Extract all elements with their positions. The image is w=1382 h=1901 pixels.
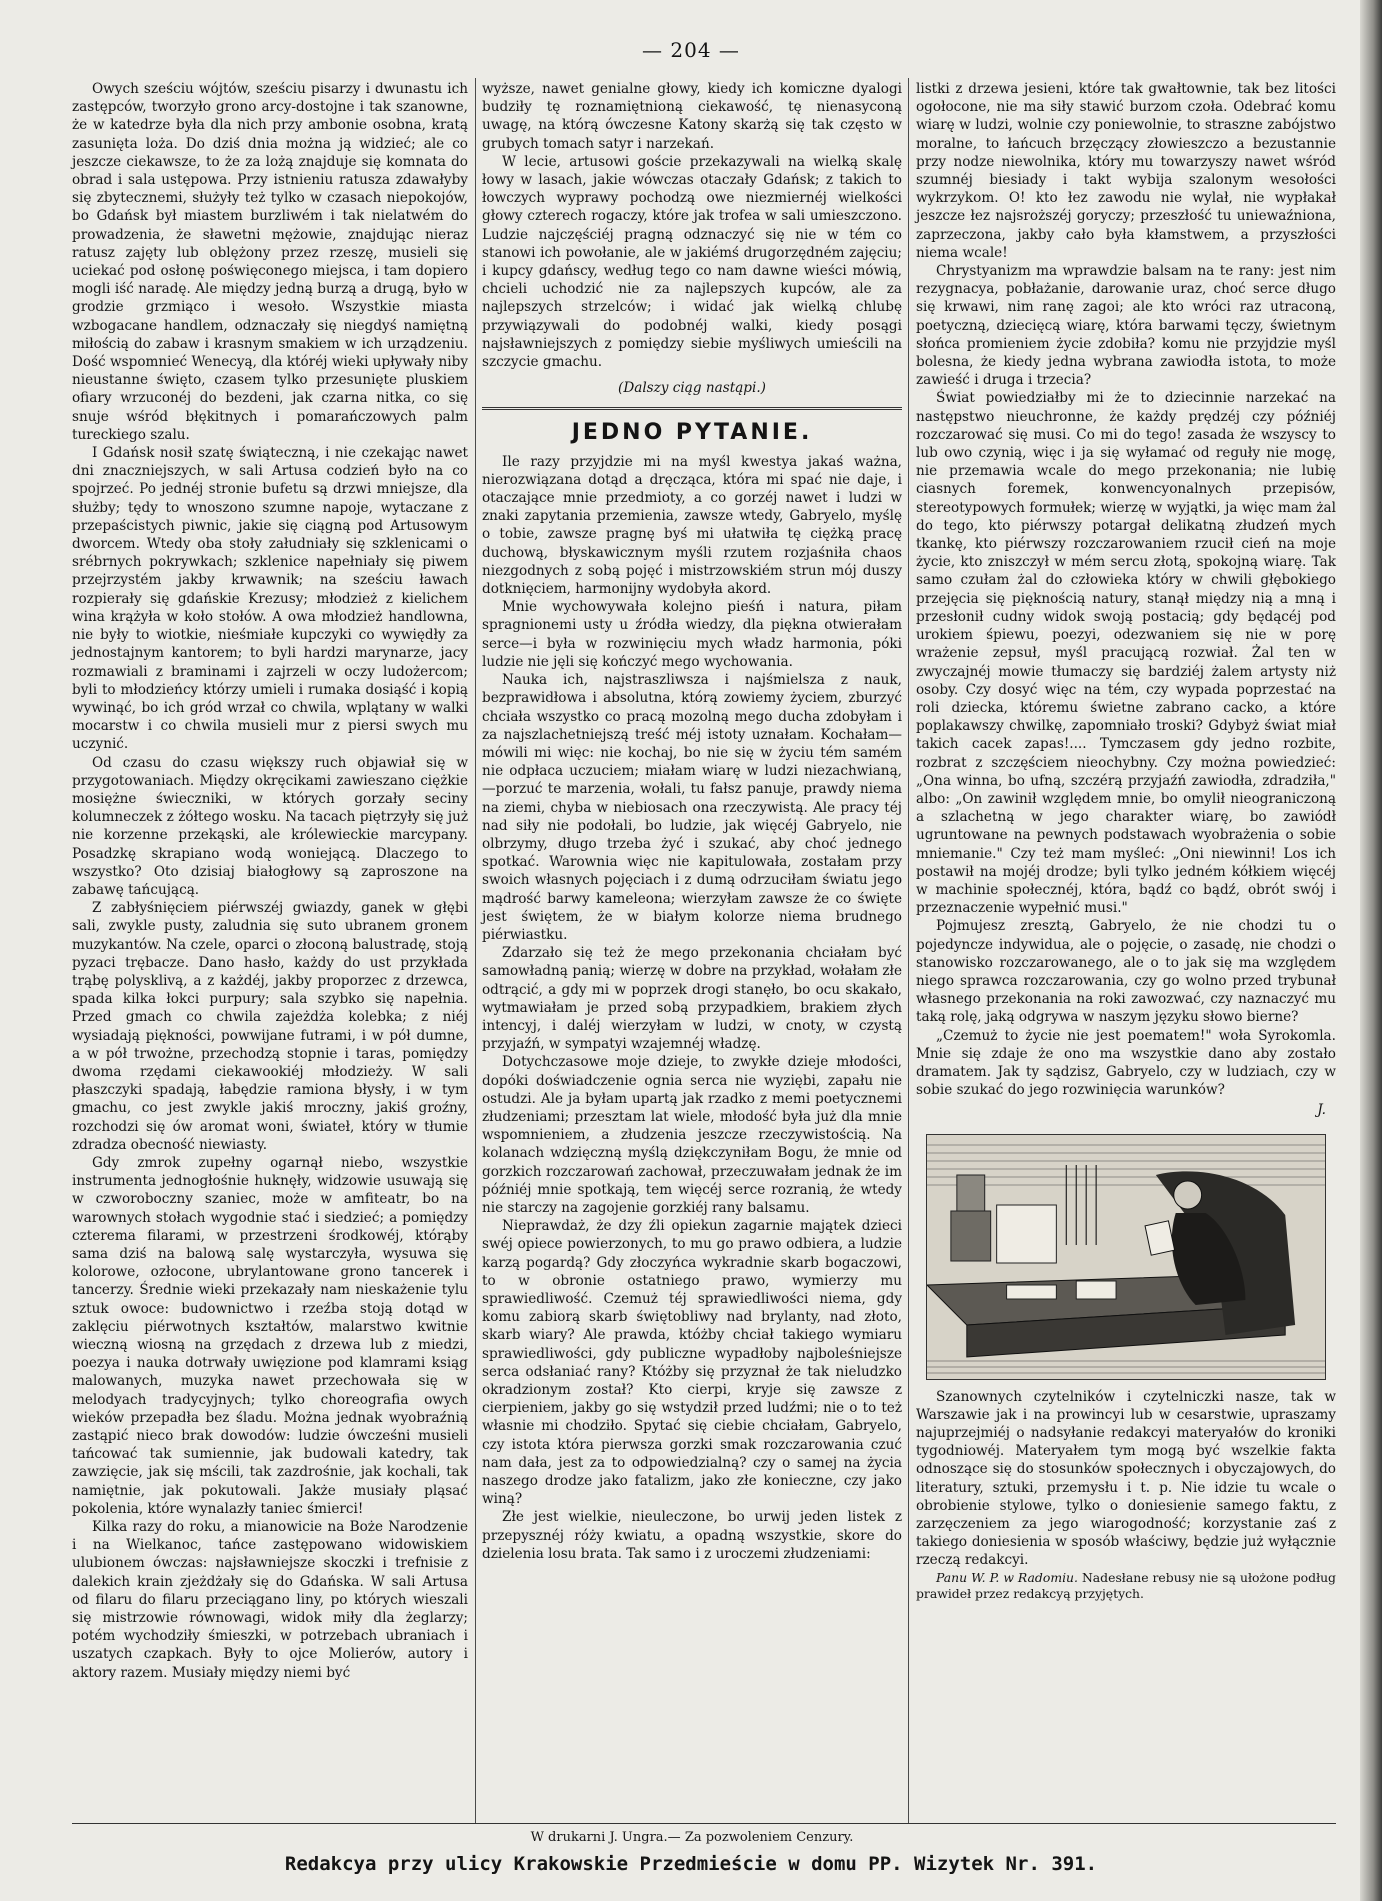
section-divider <box>482 407 902 410</box>
paragraph: Złe jest wielkie, nieuleczone, bo urwij jeden listek z przepysznéj róży kwiatu, a opadną wszystkie, skore do dzielenia losu brata. Tak samo i z uroczemi złudzeniami: <box>482 1509 902 1562</box>
engraving-illustration <box>926 1134 1326 1380</box>
paragraph: I Gdańsk nosił szatę świąteczną, i nie czekając nawet dni znaczniejszych, w sali Artusa codzień było na co spojrzeć. Po jednéj stronie bufetu są drzwi mniejsze, dla służby; tędy to wnoszono szumne napoje, wytaczane z przepaścistych piwnic, jakie się ciągną pod Artusowym dworcem. Wtedy oba stoły załudniały się szklenicami o srébrnych pokrywkach; szklenice napełniały się piwem przejrzystém jakby krwawnik; na sześciu ławach rozpierały się gdańskie Krezusy; młodzież z kielichem wina krążyła w koło stołów. A owa młodzież handlowna, nie były to wiotkie, nieśmiałe kupczyki co wywiędły za jednostajnym kantorem; to byli hardzi marynarze, jacy rozmawiali z braminami i zajrzeli w oczy ludożercom; byli to młodzieńcy którzy umieli i rumaka dosiąść i kopią wywinąć, bo ich gród wrzał co chwila, wplątany w walki mocarstw i co chwila musieli mur z piersi swych mu uczynić. <box>72 445 468 753</box>
continued-note: (Dalszy ciąg nastąpi.) <box>618 380 766 397</box>
paragraph: Chrystyanizm ma wprawdzie balsam na te rany: jest nim rezygnacya, pobłażanie, darowanie uraz, choć serce długo się krwawi, nim ranę zagoi; ale kto wróci raz utraconą, poetyczną, dziecięcą wiarę, która barwami tęczy, świetnym słońca promieniem życie zdobiła? komu nie przyjdzie myśl bolesna, że kiedy jedna wybrana zawiodła istota, to może zawieść i druga i trzecia? <box>916 263 1336 389</box>
column-middle <box>482 80 902 1563</box>
reply-addressee: Panu W. P. w Radomiu. <box>936 1569 1078 1585</box>
reply-text: Nadesłane rebusy nie są ułożone podług prawideł przez redakcyą przyjętych. <box>916 1569 1336 1601</box>
paragraph: Od czasu do czasu większy ruch objawiał się w przygotowaniach. Między okręcikami zawieszano ciężkie mosiężne świeczniki, w których gorzały seciny kolumneczek z żółtego wosku. Na tacach piętrzyły się już nie korzenne przekąski, ale królewieckie marcypany. Posadzkę skrapiano wodą woniejącą. Dlaczego to wszystko? Oto dzisiaj białogłowy są zaproszone na zabawę tańcującą. <box>72 754 468 898</box>
paragraph: Mnie wychowywała kolejno pieśń i natura, piłam spragnionemi usty u źródła wiedzy, dla piękna otwierałam serce—i była w rozwinięciu mych władz harmonia, póki ludzie nie jęli się kończyć mego wychowania. <box>482 599 902 670</box>
page-edge <box>1360 0 1382 1901</box>
paragraph: wyższe, nawet genialne głowy, kiedy ich komiczne dyalogi budziły tę roznamiętnioną ciekawość, tę nienasyconą uwagę, na którą ówczesne Katony skarżą się tak często w grubych tomach satyr i narzekań. <box>482 81 902 152</box>
paragraph: Świat powiedziałby mi że to dziecinnie narzekać na następstwo nieuchronne, że każdy prędzéj czy późniéj rozczarować się musi. Co mi do tego! zasada że wszyscy to lub owo czynią, więc i ja się wyłamać od reguły nie mogę, nie przemawia wcale do mego przekonania; nie lubię ciasnych foremek, konwencyonalnych przepisów, stereotypowych formułek; wierzę w wyjątki, ja więc mam żal do tego, kto piérwszy potargał delikatną złudzeń mych tkankę, kto piérwszy rozczarowaniem rzucił cień na moje życie, kto zniszczył w mém sercu złotą, spokojną wiarę. Tak samo czułam żal do człowieka który w chwili głębokiego przejęcia się pięknością natury, stanął między nią a mną i przesłonił cudny widok swoją postacią; gdy będącéj pod urokiem śpiewu, poezyi, odezwaniem się nie w porę wrażenie zepsuł, myśl pracującą rozwiał. Żal ten w zwyczajnéj mowie tłumaczy się bardziéj żalem artysty niż osoby. Czy dosyć więc na tém, czy wypada poprzestać na roli dziecka, któremu świetne zabrano cacko, a które poplakawszy chwilkę, zapomniało troski? Gdybyż świat miał takich cacek zapas!.... Tymczasem gdy jedno rozbite, rozbrat z szczęściem nieochybny. Czy można powiedzieć: „Ona winna, bo ufną, szczérą przyjaźń zawiodła, zdradziła," albo: „On zawinił względem mnie, bo omylił nieograniczoną a szlachetną w jego charakter wiarę, bo zawiódł ugruntowane na pewnych podstawach wyobrażenia o sobie mniemanie." Czy też mam myśleć: „Oni niewinni! Los ich postawił na mojéj drodze; byli tylko jedném kółkiem więcéj w machinie społecznéj, która, bądź co bądź, obrót swój i przeznaczenie wypełnić musi." <box>916 390 1336 917</box>
paragraph: Dotychczasowe moje dzieje, to zwykłe dzieje młodości, dopóki doświadczenie ognia serca nie wyziębi, zapału nie ostudzi. Ale ja byłam upartą jak rzadko z memi poetycznemi złudzeniami; przesztam lat wiele, młodość była już dla mnie wspomnieniem, a złudzenia jeszcze rzeczywistością. Na kolanach wdzięczną myślą dziękczyniłam Bogu, że mnie od gorzkich rozczarowań zachował, przeczuwałam jednak że im późniéj mnie spotkają, tem więcéj serce rozranią, że wtedy nie starczy na zagojenie gorzkiéj rany balsamu. <box>482 1054 902 1216</box>
paragraph: Pojmujesz zresztą, Gabryelo, że nie chodzi tu o pojedyncze indywidua, ale o pojęcie, o zasadę, nie chodzi o stanowisko rozczarowanego, ale o to jak się ma względem niego sprawca rozczarowania, czy go wolno przed trybunał własnego przekonania na roki zawozwać, czy naznaczyć mu taką rolę, jaką odgrywa w naszym języku słowo bierne? <box>916 918 1336 1026</box>
paragraph: W lecie, artusowi goście przekazywali na wielką skalę łowy w lasach, jakie wówczas otaczały Gdańsk; z takich to łowczych wyprawy pochodzą owe niezmiernéj wielkości głowy czterech rogaczy, które jak trofea w sali umieszczono. Ludzie najczęściéj pragną odznaczyć się nie w tém co stanowi ich powołanie, ale w jakiémś drugorzędném zajęciu; i kupcy gdańscy, według tego co nam dawne wieści mówią, chcieli uchodzić nie za najlepszych kupców, ale za najlepszych strzelców; i widać jak wielką chlubę przywiązywali do podobnéj walki, kiedy posągi najsławniejszych z pomiędzy siebie myśliwych umieścili na szczycie gmachu. <box>482 153 902 371</box>
page-number: — 204 — <box>642 38 740 62</box>
editorial-notice <box>916 1388 1336 1570</box>
paragraph: Gdy zmrok zupełny ogarnął niebo, wszystkie instrumenta jednogłośnie huknęły, widzowie usuwają się w czworoboczny szaniec, może w amfiteatr, bo na warownych stołach wygodnie stać i siedzieć; a pomiędzy czterema filarami, w przestrzeni środkowéj, którąby sama dziś na balową salę wystarczyła, wysuwa się kolorowe, ozłocone, ubrylantowane grono tancerek i tancerzy. Średnie wieki przekazały nam nieskażenie tylu sztuk owoce: budownictwo i rzeźba stoją dotąd w zaklęciu piérwotnych kształtów, malarstwo kwitnie wieczną wiosną na grzędach z drzewa lub z miedzi, poezya i nauka dotrwały uwięzione pod klamrami ksiąg malowanych, muzyka nawet przechowała się w melodyach tradycyjnych; tylko choreografia owych wieków przepadła bez śladu. Można jednak wyobraźnią zastąpić nieco brak dowodów: ludzie ówcześni musieli tańcować tak sumiennie, jak budowali katedry, tak zawzięcie, jak się mścili, tak zazdrośnie, jak kochali, tak namiętnie, jak pokutowali. Jakże musiały pląsać pokolenia, które wynalazły taniec śmierci! <box>72 1154 468 1517</box>
reply-to-reader <box>916 1570 1336 1602</box>
paragraph: „Czemuż to życie nie jest poematem!" woła Syrokomla. Mnie się zdaje że ono ma wszystkie dano aby zostało dramatem. Jak ty sądzisz, Gabryelo, czy w ludziach, czy w sobie szukać do jego rozwinięcia warunków? <box>916 1027 1336 1099</box>
column-left <box>72 80 468 1682</box>
paragraph: Szanownych czytelników i czytelniczki nasze, tak w Warszawie jak i na prowincyi lub w cesarstwie, upraszamy najuprzejmiéj o nadsyłanie redakcyi materyałów do kroniki tygodniowéj. Materyałem tym mogą być wszelkie fakta odnoszące się do stosunków społecznych i obyczajowych, do literatury, sztuki, przemysłu i t. p. Nie idzie tu wcale o obrobienie stylowe, tylko o doniesienie samego faktu, z zarzęczeniem za jego wiarogodność; korzystanie zaś z takiego doniesienia w sposób właściwy, będzie już wyłącznie rzeczą redakcyi. <box>916 1388 1336 1569</box>
reader-at-desk-illustration <box>927 1135 1325 1379</box>
column-rule <box>908 78 909 1824</box>
column-right <box>916 80 1336 1602</box>
paragraph: Nieprawdaż, że dzy źli opiekun zagarnie majątek dzieci swéj opiece powierzonych, to mu go prawo odbiera, a ludzie karzą pogardą? Gdy złoczyńca wykradnie skarb bogaczowi, to w obronie ostatniego prawo, wymierzy mu sprawiedliwość. Czemuż téj sprawiedliwości niema, gdy komu zabiorą skarb świętobliwy nad brylanty, nad złoto, skarb wiary? Ale prawda, któżby chciał takiego wymiaru sprawiedliwości, gdy publiczne wypadłoby najboleśniejsze serca odsłaniać rany? Któżby się przyznał że tak nieludzko okradzionym został? Kto cierpi, kryje się zawsze z cierpieniem, jakby go się wstydził przed ludźmi; nie o to też własnie mi chodziło. Spytać się ciebie chciałam, Gabryelo, czy istota która pierwsza gorzki smak rozczarowania czuć nam dała, jest za to odpowiedzialną? czy o samej na życia naszego drodze jako fatalizm, jako złe konieczne, czy jako winą? <box>482 1218 902 1508</box>
paragraph: Ile razy przyjdzie mi na myśl kwestya jakaś ważna, nierozwiązana dotąd a dręcząca, która mi spać nie daje, i otaczające mnie przedmioty, a co gorzéj nawet i ludzi w znaki zapytania przemienia, zawsze wtedy, Gabryelo, myślę o tobie, zawsze pragnę byś mi ułatwiła tę ciężką pracę duchową, błyskawicznym myśli rzutem rozjaśniła chaos niezgodnych z sobą pojęć i mistrzowskiém strun mój duszy dotknięciem, harmonijny wydobyła akord. <box>482 453 902 598</box>
printer-note: W drukarni J. Ungra.— Za pozwoleniem Cenzury. <box>530 1830 854 1845</box>
editorial-address: Redakcya przy ulicy Krakowskie Przedmieście w domu PP. Wizytek Nr. 391. <box>284 1853 1098 1875</box>
paragraph: Owych sześciu wójtów, sześciu pisarzy i dwunastu ich zastępców, tworzyło grono arcy-dostojne i tak szanowne, że w katedrze była dla nich przy ambonie osobna, kratą zasunięta loża. Do dziś dnia można ją widzieć; ale co jeszcze ciekawsze, to że za lożą znajduje się komnata do obrad i sala ustępowa. Przy istnieniu ratusza zdawałyby się zbytecznemi, służyły też tylko w czasach niepokojów, bo Gdańsk był miastem burzliwém i tak nielatwém do prowadzenia, że sławetni mężowie, znajdując nieraz ratusz zajęty lub oblężony przez rzeszę, musieli się uciekać pod osłonę poświęconego miejsca, i tam dopiero mogli iść naradę. Ale między jedną burzą a drugą, było w grodzie grzmiąco i wesoło. Wszystkie miasta wzbogacane handlem, odznaczały się niegdyś namiętną miłością do zabaw i krasnym smakiem w ich urządzeniu. Dość wspomnieć Wenecyą, dla któréj wieki upływały niby nieustanne święto, czasem tylko przesunięte pluskiem ofiary wrzuconéj do bezdeni, jak czarna nitka, co się snuje wśród błękitnych i pomarańczowych palm tureckiego szalu. <box>72 81 468 443</box>
footer-rule <box>72 1823 1336 1824</box>
paragraph: Z zabłyśnięciem piérwszéj gwiazdy, ganek w głębi sali, zwykle pusty, zaludnia się suto ubranem gronem muzykantów. Na czele, oparci o złoconą balustradę, stoją pyzaci trębacze. Dano hasło, każdy do ust przykłada trąbę polysklivą, a z każdéj, jakby proporzec z drzewca, spada kilka łokci purpury; sala szybko się napełnia. Przed gmach co chwila zajeżdża kolebka; z niéj wysiadają piękności, powwijane futrami, i w pół dumne, a w pół trwożne, przechodzą stopnie i taras, pomiędzy dwoma rzędami ciekawookiéj młodzieży. W sali płaszczyki spadają, łabędzie ramiona błysły, i w tym gmachu, co jest zwykle jakiś mroczny, jakiś groźny, rozchodzi się ów aromat woni, świateł, który w tłumie zdradza obecność niewiasty. <box>72 900 468 1153</box>
paragraph: Zdarzało się też że mego przekonania chciałam być samowładną panią; wierzę w dobre na przykład, wołałam złe odtrącić, a gdy mi w poprzek drogi stanęło, bo ocu skakało, wytmawiałam je przed sobą przypadkiem, brakiem złych intencyj, i daléj wierzyłam w ludzi, w cnoty, w czystą przyjaźń, w sympatyi wzajemnéj władzę. <box>482 945 902 1053</box>
paragraph: listki z drzewa jesieni, które tak gwałtownie, tak bez litości ogołocone, nie ma siły stawić burzom czoła. Odebrać komu wiarę w ludzi, wolnie czy poniewolnie, to straszne zabójstwo moralne, to łańcuch brzęczący złowieszczo a bezustannie przy nodze niewolnika, który mu towarzyszy nawet wśród szumnéj biesiady i takt wybija szalonym wesołości wykrzykom. O! kto łez zawodu nie wylał, nie wypłakał jeszcze łez najsroższéj goryczy; przeszłość tu uniewaźniona, zaprzeczona, jakby cało była kłamstwem, a przyszłości niema wcale! <box>916 81 1336 261</box>
column-rule <box>475 78 476 1824</box>
author-signature: J. <box>1317 1102 1326 1119</box>
paragraph: Kilka razy do roku, a mianowicie na Boże Narodzenie i na Wielkanoc, tańce zastępowano widowiskiem ulubionem ówczas: najsławniejsze skoczki i trefnisie z dalekich krain zjeżdżały się do Gdańska. W sali Artusa od filaru do filaru przeciągano liny, po których wieszali się mistrzowie równowagi, widok miły dla żeglarzy; potém wychodziły śmieszki, w potrzebach ubraniach i uszatych czapkach. Były to ojce Molierów, autory i aktory razem. Musiały między niemi być <box>72 1519 468 1681</box>
paragraph: Nauka ich, najstraszliwsza i najśmielsza z nauk, bezprawidłowa i absolutna, którą zowiemy życiem, zburzyć chciała wszystko co pracą mozolną mego ducha zdobyłam i za najszlachetniejszą treść méj istoty uznałam. Kochałam—mówili mi więc: nie kochaj, bo nie się w życiu tém samém nie odpłaca uczuciem; miałam wiarę w ludzi niezachwianą,—porzuć te marzenia, wołali, tu fałsz panuje, prawdy niema na ziemi, chyba w niebiosach ona rzeczywistą. Ale pracy téj nad siły nie podołali, bo ludzie, jak więcéj Gabryelo, nie olbrzymy, długo trzeba żyć i szukać, aby choć jednego spotkać. Warownia więc nie kapitulowała, zostałam przy swoich własnych pojęciach i z dumą odrzuciłam światu jego mądrość barwy kameleona; wierzyłam zawsze że co święte jest świętem, że w białym kolorze niema brudnego piérwiastku. <box>482 672 902 943</box>
article-title: JEDNO PYTANIE. <box>571 420 813 446</box>
